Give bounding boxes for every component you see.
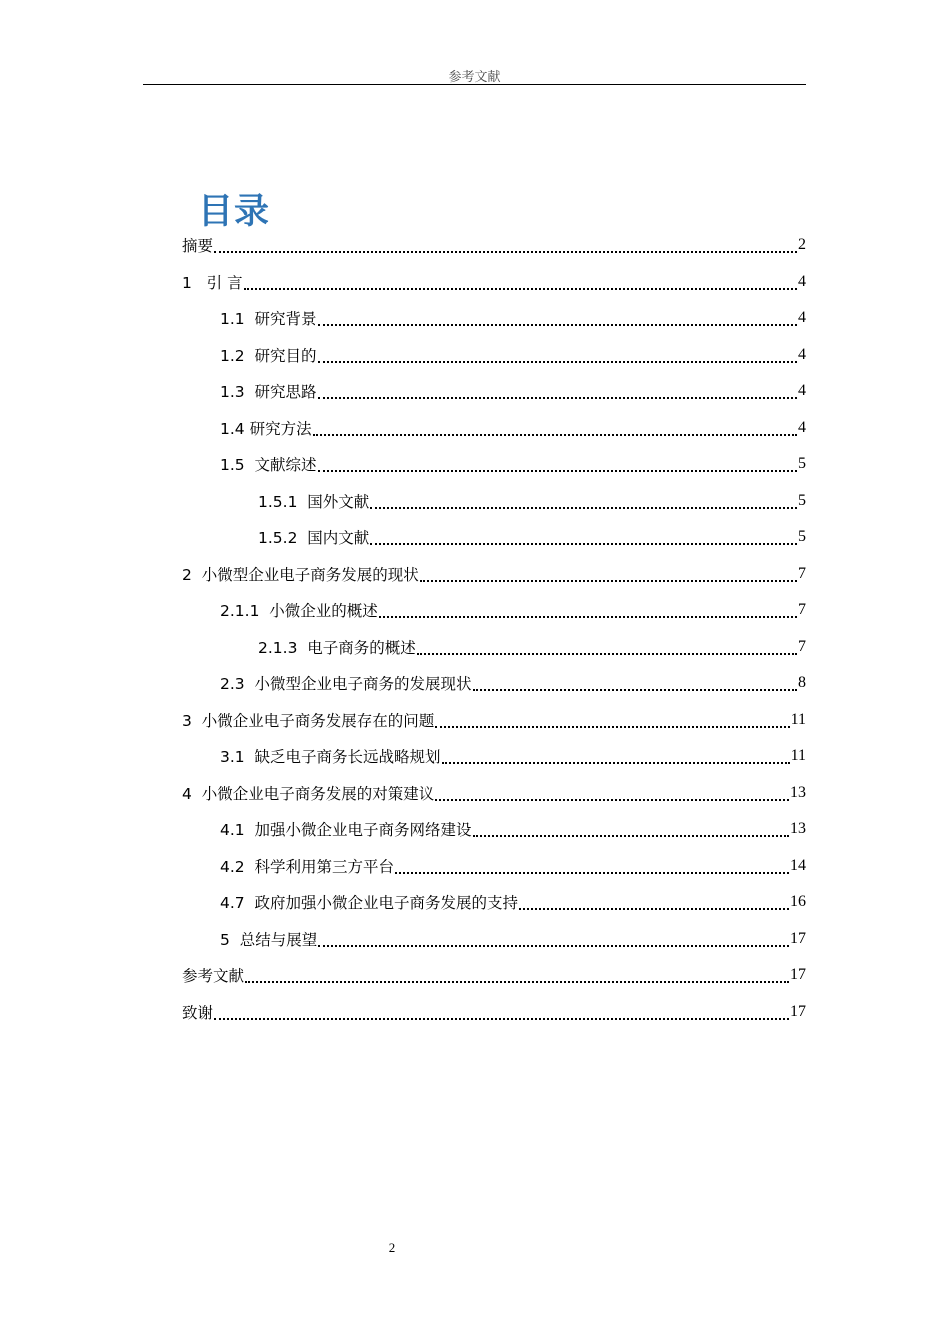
- toc-entry-label: 1.5 文献综述: [220, 456, 317, 474]
- toc-entry-page: 7: [798, 564, 806, 582]
- toc-entry-label: 1.1 研究背景: [220, 310, 317, 328]
- toc-entry-label: 1.4 研究方法: [220, 419, 312, 438]
- toc-leader-dots: [313, 434, 797, 436]
- toc-entry-label: 1.3 研究思路: [220, 383, 317, 401]
- toc-entry-page: 17: [790, 929, 806, 947]
- toc-entry-3-1[interactable]: [220, 738, 806, 774]
- toc-leader-dots: [519, 908, 789, 910]
- toc-leader-dots: [435, 726, 789, 728]
- toc-entry-2-1-1[interactable]: [220, 592, 806, 628]
- toc-entry-label: 4.2 科学利用第三方平台: [220, 857, 395, 876]
- toc-leader-dots: [318, 324, 797, 326]
- toc-entry-4-7[interactable]: [220, 884, 806, 920]
- toc-entry-acknowledgements[interactable]: [182, 994, 806, 1030]
- toc-leader-dots: [442, 762, 790, 764]
- toc-entry-ch3[interactable]: [182, 702, 806, 738]
- toc-entry-page: 4: [798, 418, 806, 436]
- toc-entry-page: 4: [798, 272, 806, 290]
- toc-entry-ch4[interactable]: [182, 775, 806, 811]
- toc-leader-dots: [370, 543, 797, 545]
- toc-entry-label: 摘要: [182, 237, 214, 255]
- toc-entry-label: 1.5.2 国内文献: [258, 529, 370, 547]
- toc-leader-dots: [395, 872, 789, 874]
- toc-leader-dots: [473, 689, 797, 691]
- toc-leader-dots: [435, 799, 789, 801]
- toc-entry-label: 致谢: [182, 1003, 214, 1022]
- toc-entry-references[interactable]: [182, 957, 806, 993]
- toc-leader-dots: [473, 835, 789, 837]
- toc-leader-dots: [318, 397, 797, 399]
- toc-entry-page: 5: [798, 491, 806, 509]
- toc-leader-dots: [318, 470, 797, 472]
- toc-entry-page: 11: [790, 747, 806, 764]
- toc-entry-label: 1.5.1 国外文献: [258, 492, 370, 511]
- toc-entry-1-5-1[interactable]: [258, 483, 806, 519]
- running-header: 参考文献: [448, 70, 501, 85]
- toc-entry-label: 3 小微企业电子商务发展存在的问题: [182, 711, 435, 730]
- toc-leader-dots: [245, 981, 789, 983]
- toc-leader-dots: [244, 288, 797, 290]
- toc-entry-page: 13: [790, 783, 806, 801]
- toc-entry-ch1[interactable]: [182, 264, 806, 300]
- toc-entry-label: 2.3 小微型企业电子商务的发展现状: [220, 675, 472, 693]
- toc-entry-ch2[interactable]: [182, 556, 806, 592]
- toc-entry-page: 4: [798, 382, 806, 399]
- toc-entry-1-2[interactable]: [220, 337, 806, 373]
- toc-entry-4-1[interactable]: [220, 811, 806, 847]
- toc-entry-page: 5: [798, 455, 806, 472]
- toc-title: 目录: [198, 192, 271, 232]
- header-divider: [143, 84, 806, 85]
- toc-entry-label: 参考文献: [182, 967, 245, 985]
- toc-entry-label: 2.1.3 电子商务的概述: [258, 638, 416, 657]
- toc-entry-abstract[interactable]: [182, 227, 806, 263]
- toc-entry-ch5[interactable]: [220, 921, 806, 957]
- toc-entry-label: 4.7 政府加强小微企业电子商务发展的支持: [220, 894, 519, 912]
- toc-entry-page: 5: [798, 528, 806, 545]
- toc-entry-page: 2: [798, 236, 806, 253]
- toc-leader-dots: [318, 945, 789, 947]
- toc-entry-label: 4.1 加强小微企业电子商务网络建设: [220, 821, 472, 839]
- toc-entry-page: 16: [790, 893, 806, 910]
- toc-leader-dots: [214, 251, 797, 253]
- toc-entry-label: 1 引 言: [182, 273, 243, 292]
- toc-entry-1-4[interactable]: [220, 410, 806, 446]
- toc-entry-1-5[interactable]: [220, 446, 806, 482]
- toc-entry-label: 2 小微型企业电子商务发展的现状: [182, 565, 419, 584]
- toc-leader-dots: [379, 616, 797, 618]
- toc-leader-dots: [318, 361, 797, 363]
- toc-entry-page: 13: [790, 820, 806, 837]
- toc-leader-dots: [417, 653, 797, 655]
- toc-entry-4-2[interactable]: [220, 848, 806, 884]
- toc-leader-dots: [370, 507, 797, 509]
- toc-entry-2-3[interactable]: [220, 665, 806, 701]
- toc-entry-page: 14: [790, 856, 806, 874]
- toc-entry-page: 11: [790, 710, 806, 728]
- toc-entry-label: 3.1 缺乏电子商务长远战略规划: [220, 748, 441, 766]
- toc-entry-label: 2.1.1 小微企业的概述: [220, 602, 378, 620]
- page-number: 2: [388, 1240, 396, 1255]
- toc-entry-page: 7: [798, 601, 806, 618]
- toc-entry-label: 4 小微企业电子商务发展的对策建议: [182, 784, 435, 803]
- toc-entry-1-1[interactable]: [220, 300, 806, 336]
- toc-entry-page: 8: [798, 674, 806, 691]
- toc-entry-label: 1.2 研究目的: [220, 346, 317, 365]
- toc-entry-page: 17: [790, 966, 806, 983]
- toc-entry-page: 4: [798, 345, 806, 363]
- toc-entry-1-5-2[interactable]: [258, 519, 806, 555]
- toc-entry-page: 17: [790, 1002, 806, 1020]
- toc-entry-page: 4: [798, 309, 806, 326]
- toc-entry-2-1-3[interactable]: [258, 629, 806, 665]
- toc-entry-page: 7: [798, 637, 806, 655]
- toc-leader-dots: [420, 580, 797, 582]
- toc-entry-1-3[interactable]: [220, 373, 806, 409]
- toc-leader-dots: [214, 1018, 789, 1020]
- toc-entry-label: 5 总结与展望: [220, 930, 318, 949]
